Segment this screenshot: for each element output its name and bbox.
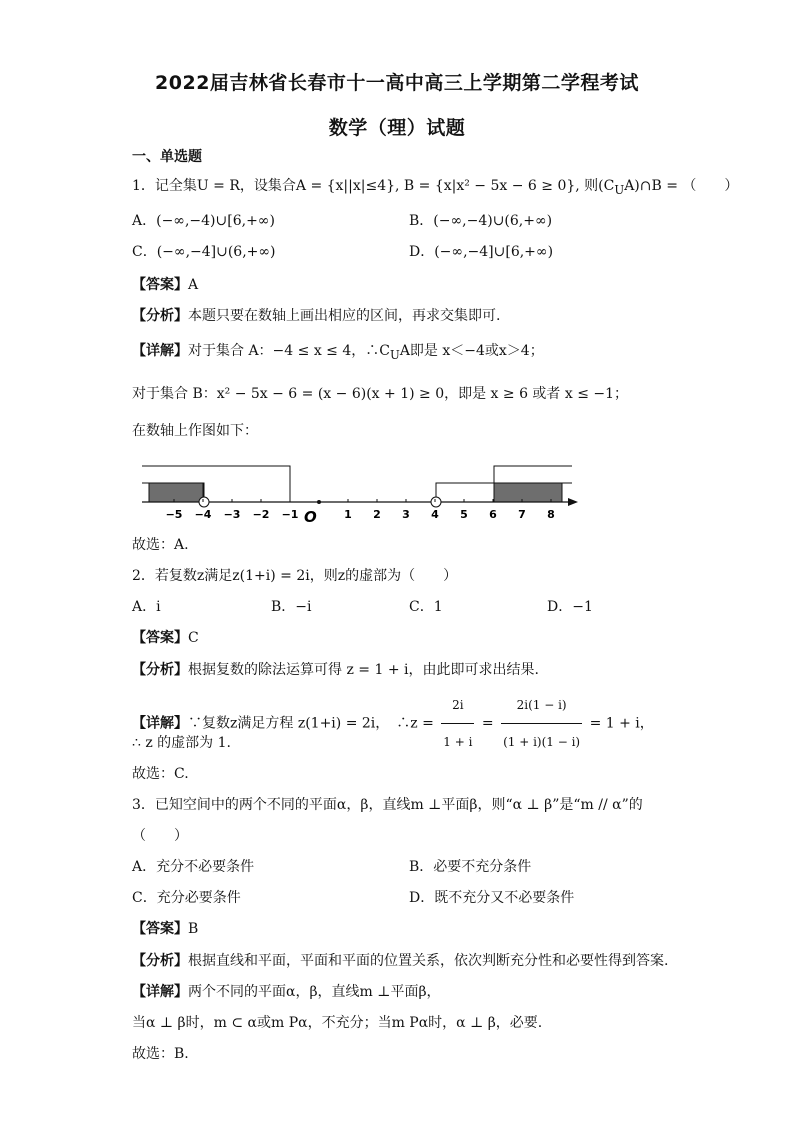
q3-option-b: B．必要不充分条件 — [409, 859, 532, 875]
q1-option-b: B．(−∞,−4)∪(6,+∞) — [409, 213, 553, 229]
q2-analysis: 【分析】根据复数的除法运算可得 z = 1 + i，由此即可求出结果. — [132, 662, 539, 678]
q2-detail: 【详解】∵复数z满足方程 z(1+i) = 2i， ∴z = $\frac{2i}{1 + i}$ = $\frac{2i(1 - i)}{(1 + i)(1 - i)}$ = 1 + i， — [132, 687, 654, 760]
q2-option-a: A．i — [132, 599, 161, 615]
q2-detail-2: ∴ z 的虚部为 1. — [132, 735, 231, 751]
q1-conclusion: 故选：A. — [132, 537, 189, 553]
q3-detail-1: 【详解】两个不同的平面α，β，直线m ⊥平面β， — [132, 984, 441, 1000]
document-subtitle: 数学（理）试题 — [328, 117, 466, 139]
q1-detail-2: 对于集合 B：x² − 5x − 6 = (x − 6)(x + 1) ≥ 0，即是 x ≥ 6 或者 x ≤ −1； — [132, 386, 629, 402]
q1-option-c: C．(−∞,−4]∪(6,+∞) — [132, 244, 276, 260]
q2-option-c: C．1 — [409, 599, 443, 615]
origin-label: O — [304, 508, 317, 526]
shaded-region-right — [494, 483, 562, 502]
q3-option-c: C．充分必要条件 — [132, 890, 241, 906]
q1-detail-1: 【详解】对于集合 A：−4 ≤ x ≤ 4，$\therefore C_UA$即是 x＜−4或x＞4； — [132, 343, 544, 362]
q3-analysis: 【分析】根据直线和平面，平面和平面的位置关系，依次判断充分性和必要性得到答案. — [132, 953, 669, 969]
axis-tick-label: 2 — [373, 508, 381, 521]
axis-tick-label: 8 — [547, 508, 555, 521]
axis-arrow — [568, 498, 578, 506]
q2-stem: 2．若复数z满足z(1+i) = 2i，则z的虚部为（ ） — [132, 568, 458, 584]
q1-detail-3: 在数轴上作图如下： — [132, 423, 258, 439]
q3-conclusion: 故选：B. — [132, 1046, 189, 1062]
axis-tick-label: 7 — [518, 508, 526, 521]
document-title: 2022届吉林省长春市十一高中高三上学期第二学程考试 — [155, 72, 639, 94]
q2-conclusion: 故选：C. — [132, 766, 189, 782]
axis-tick-label: −4 — [194, 508, 212, 521]
shaded-region-left — [149, 483, 203, 502]
axis-tick-label: 5 — [460, 508, 468, 521]
axis-tick-label: −5 — [165, 508, 183, 521]
q2-option-d: D．−1 — [547, 599, 593, 615]
axis-tick-label: 4 — [431, 508, 439, 521]
q1-analysis: 【分析】本题只要在数轴上画出相应的区间，再求交集即可. — [132, 308, 501, 324]
q3-stem-2: （ ） — [132, 828, 188, 844]
axis-tick-label: −3 — [223, 508, 241, 521]
q3-option-d: D．既不充分又不必要条件 — [409, 890, 575, 906]
q2-option-b: B．−i — [271, 599, 312, 615]
q3-answer: 【答案】B — [132, 921, 199, 937]
q1-answer: 【答案】A — [132, 277, 199, 293]
fraction-2: $\frac{2i(1 - i)}{(1 + i)(1 - i)}$ — [501, 687, 582, 760]
number-line-figure — [132, 456, 592, 526]
axis-tick-label: 3 — [402, 508, 410, 521]
q1-option-a: A．(−∞,−4)∪[6,+∞) — [132, 213, 275, 229]
open-point-minus4 — [199, 497, 209, 507]
axis-tick-label: 6 — [489, 508, 497, 521]
q3-stem: 3．已知空间中的两个不同的平面α，β，直线m ⊥平面β，则“α ⊥ β”是“m // α”的 — [132, 797, 643, 813]
axis-tick-label: 1 — [344, 508, 352, 521]
fraction-1: $\frac{2i}{1 + i}$ — [441, 687, 474, 760]
open-point-4 — [431, 497, 441, 507]
q1-option-d: D．(−∞,−4]∪[6,+∞) — [409, 244, 554, 260]
q3-detail-2: 当α ⊥ β时，m ⊂ α或m Pα，不充分；当m Pα时，α ⊥ β，必要. — [132, 1015, 543, 1031]
q3-option-a: A．充分不必要条件 — [132, 859, 255, 875]
origin-dot — [317, 500, 321, 504]
q1-stem: 1．记全集U = R，设集合A = {x||x|≤4}, B = {x|x² − 5x − 6 ≥ 0}, 则$(C_UA)\cap B$ = （ ） — [132, 178, 739, 197]
q2-answer: 【答案】C — [132, 630, 199, 646]
axis-tick-label: −2 — [252, 508, 270, 521]
axis-tick-label: −1 — [281, 508, 299, 521]
section-heading: 一、单选题 — [132, 149, 202, 165]
